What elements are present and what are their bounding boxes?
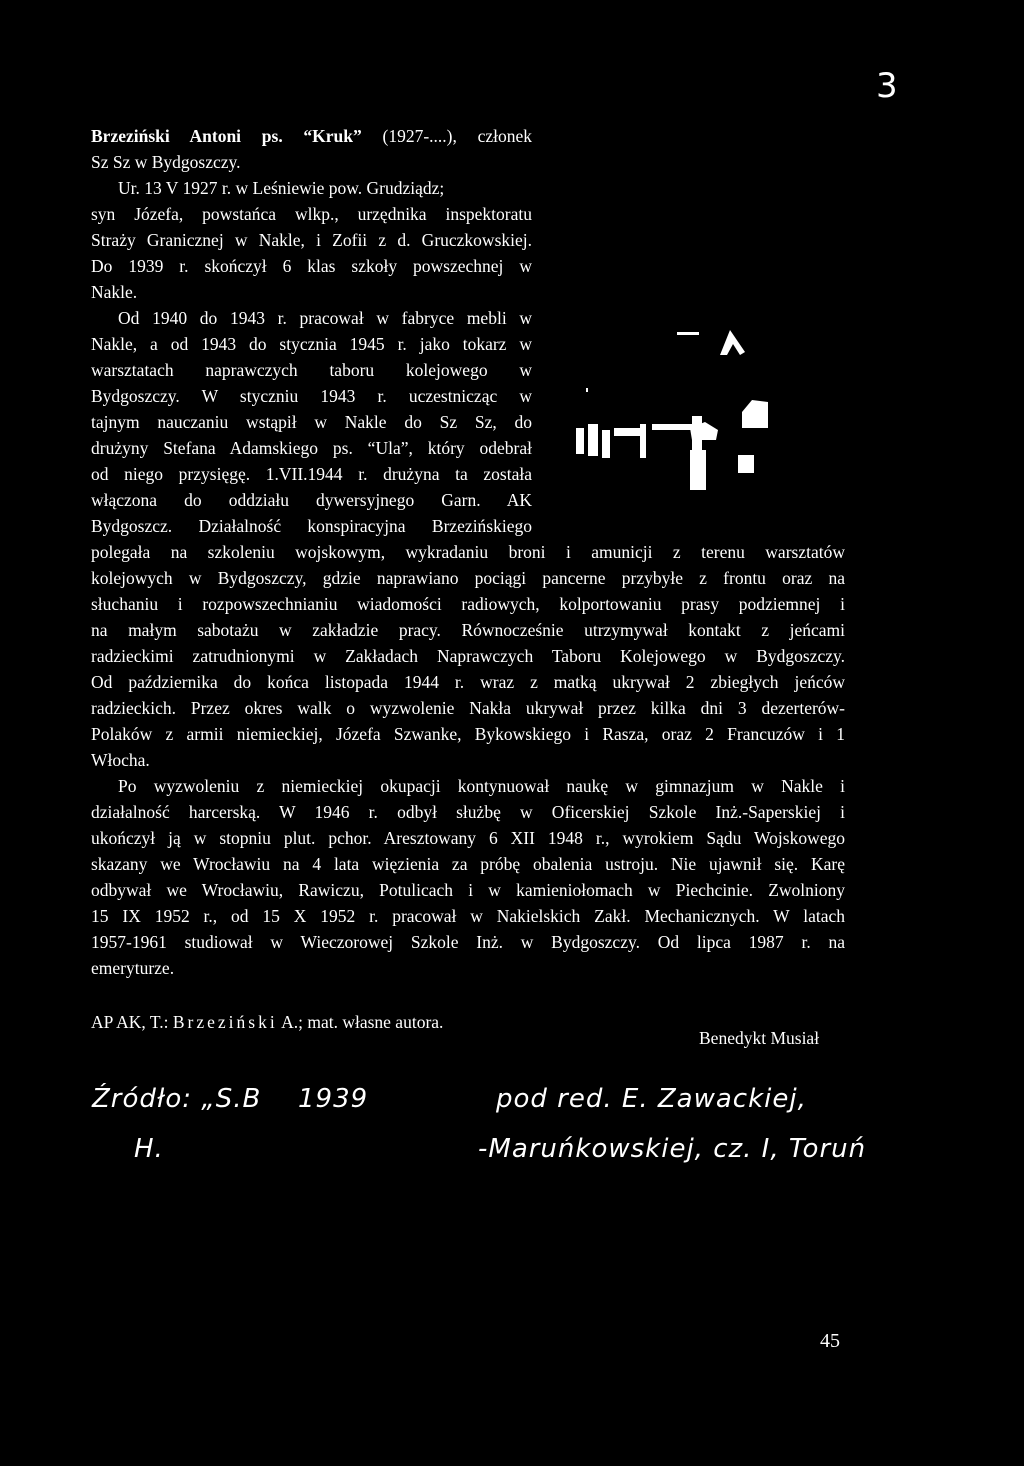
- bio-header: [91, 126, 532, 147]
- bio-line: Bydgoszcz. Działalność konspiracyjna Brzezińskiego: [91, 516, 532, 536]
- bio-line: 15 IX 1952 r., od 15 X 1952 r. pracował w Nakielskich Zakł. Mechanicznych. W latach: [91, 906, 845, 926]
- bio-line: radzieckich. Przez okres walk o wyzwolenie Nakła ukrywał przez kilka dni 3 dezerterów-: [91, 698, 845, 718]
- bio-line: polegała na szkoleniu wojskowym, wykradaniu broni i amunicji z terenu warsztatów: [91, 542, 845, 562]
- bio-line: skazany we Wrocławiu na 4 lata więzienia za próbę obalenia ustroju. Nie ujawnił się. Karę: [91, 854, 845, 874]
- bio-line: radzieckimi zatrudnionymi w Zakładach Naprawczych Taboru Kolejowego w Bydgoszczy.: [91, 646, 845, 666]
- sources-prefix: AP AK, T.:: [91, 1012, 173, 1032]
- author-signature: Benedykt Musiał: [699, 1028, 820, 1048]
- bio-line: Od 1940 do 1943 r. pracował w fabryce mebli w: [118, 308, 532, 328]
- bio-line: 1957-1961 studiował w Wieczorowej Szkole Inż. w Bydgoszczy. Od lipca 1987 r. na: [91, 932, 845, 952]
- bio-line: tajnym nauczaniu wstąpił w Nakle do Sz Sz, do: [91, 412, 532, 432]
- bio-line: syn Józefa, powstańca wlkp., urzędnika inspektoratu: [91, 204, 532, 224]
- page-number: 45: [820, 1330, 840, 1352]
- bio-pseudonym: ps. “Kruk”: [241, 126, 383, 146]
- bio-line: Straży Granicznej w Nakle, i Zofii z d. Gruczkowskiej.: [91, 230, 532, 250]
- bio-line: Do 1939 r. skończył 6 klas szkoły powszechnej w: [91, 256, 532, 276]
- sources-name: Brzeziński: [172, 1012, 278, 1032]
- bio-line: Włocha.: [91, 750, 150, 770]
- photo-fragment: [570, 320, 820, 490]
- bio-line: Ur. 13 V 1927 r. w Leśniewie pow. Grudziądz;: [118, 178, 445, 198]
- bio-line: ukończył ją w stopniu plut. pchor. Aresztowany 6 XII 1948 r., wyrokiem Sądu Wojskowego: [91, 828, 845, 848]
- bio-line: Polaków z armii niemieckiej, Józefa Szwanke, Bykowskiego i Rasza, oraz 2 Francuzów i 1: [91, 724, 845, 744]
- handwritten-source-label: Źródło: „S.B: [92, 1084, 262, 1114]
- bio-line: Sz Sz w Bydgoszczy.: [91, 152, 241, 172]
- sources: [91, 1012, 443, 1033]
- handwritten-year: 1939: [298, 1084, 369, 1114]
- bio-line: Od października do końca listopada 1944 r. wraz z matką ukrywał 2 zbiegłych jeńców: [91, 672, 845, 692]
- sources-suffix: A.; mat. własne autora.: [277, 1012, 444, 1032]
- bio-line: słuchaniu i rozpowszechnianiu wiadomości radiowych, kolportowaniu prasy podziemnej i: [91, 594, 845, 614]
- bio-line: emeryturze.: [91, 958, 175, 978]
- bio-line: włączona do oddziału dywersyjnego Garn. AK: [91, 490, 532, 510]
- bio-name: Brzeziński Antoni: [91, 126, 242, 146]
- bio-line: Bydgoszczy. W styczniu 1943 r. uczestnicząc w: [91, 386, 532, 406]
- handwritten-editor: pod red. E. Zawackiej,: [496, 1084, 807, 1114]
- bio-line: od niego przysięgę. 1.VII.1944 r. drużyna ta została: [91, 464, 532, 484]
- bio-line: drużyny Stefana Adamskiego ps. “Ula”, który odebrał: [91, 438, 532, 458]
- bio-header-rest: (1927-....), członek: [382, 126, 532, 146]
- bio-line: odbywał we Wrocławiu, Rawiczu, Potulicach i w kamieniołomach w Piechcinie. Zwolniony: [91, 880, 845, 900]
- bio-line: warsztatach naprawczych taboru kolejowego w: [91, 360, 532, 380]
- bio-line: na małym sabotażu w zakładzie pracy. Równocześnie utrzymywał kontakt z jeńcami: [91, 620, 845, 640]
- bio-line: Nakle.: [91, 282, 138, 302]
- handwritten-editor-2: -Maruńkowskiej, cz. I, Toruń: [478, 1134, 867, 1164]
- bio-line: Po wyzwoleniu z niemieckiej okupacji kontynuował naukę w gimnazjum w Nakle i: [118, 776, 845, 796]
- handwritten-initial: H.: [134, 1134, 164, 1164]
- bio-line: kolejowych w Bydgoszczy, gdzie naprawiano pociągi pancerne przybyłe z frontu oraz na: [91, 568, 845, 588]
- bio-line: działalność harcerską. W 1946 r. odbył służbę w Oficerskiej Szkole Inż.-Saperskiej i: [91, 802, 845, 822]
- bio-line: Nakle, a od 1943 do stycznia 1945 r. jako tokarz w: [91, 334, 532, 354]
- page-corner-mark: 3: [876, 66, 899, 106]
